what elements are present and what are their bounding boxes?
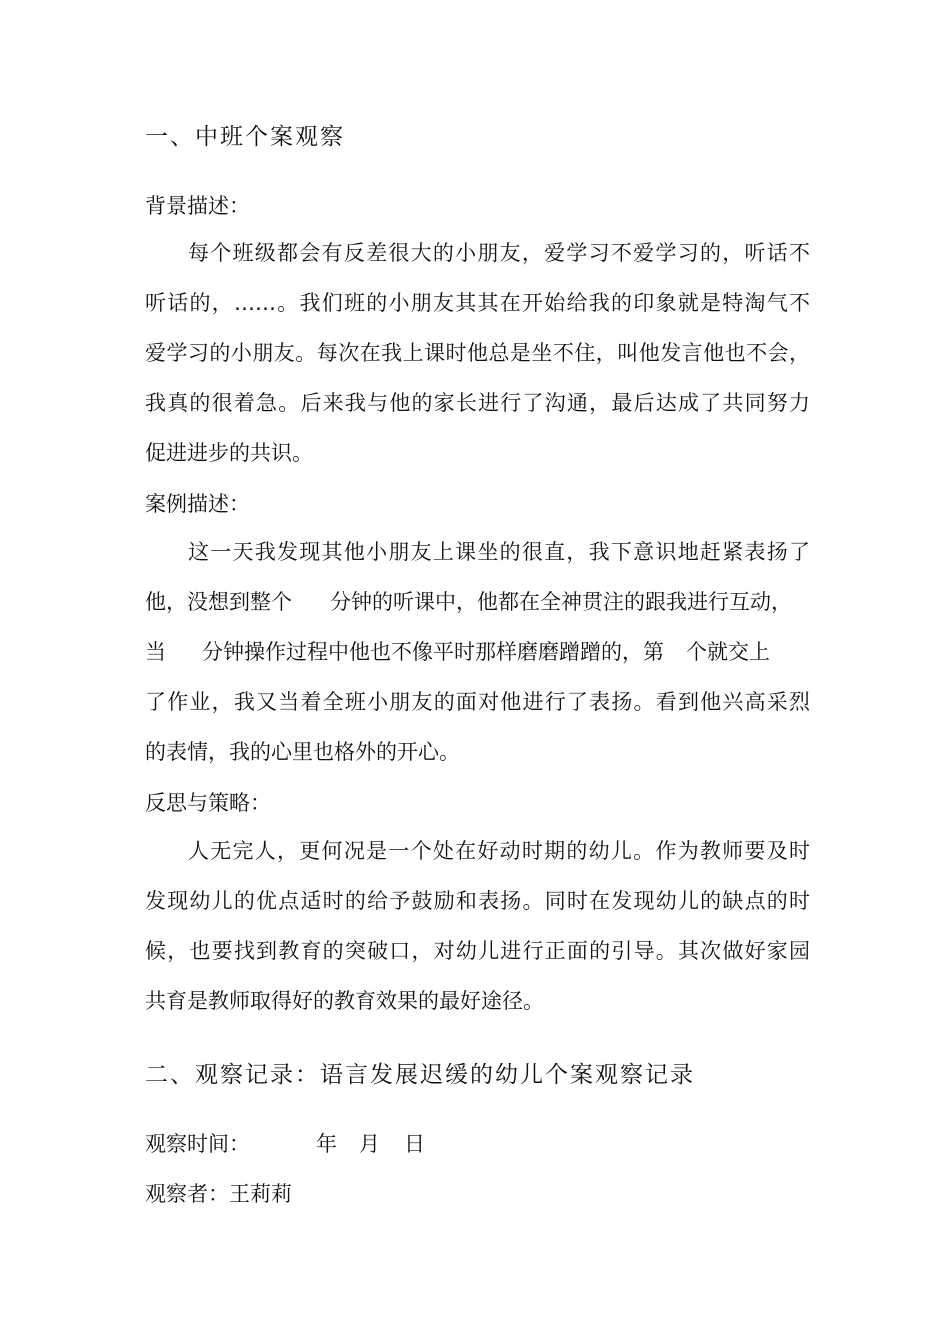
case-line-2-part-b: 分钟的听课中，他都在全神贯注的跟我进行互动， xyxy=(330,590,792,614)
case-line-1: 这一天我发现其他小朋友上课坐的很直，我下意识地赶紧表扬了 xyxy=(188,540,810,564)
reflection-label: 反思与策略： xyxy=(145,791,271,815)
case-line-3-part-a: 当 xyxy=(145,640,166,664)
observer-label: 观察者： xyxy=(145,1182,229,1206)
reflection-line-4: 共育是教师取得好的教育效果的最好途径。 xyxy=(145,989,544,1013)
case-line-3-part-c: 个就交上 xyxy=(686,640,770,664)
observer-name: 王莉莉 xyxy=(229,1182,292,1206)
background-label: 背景描述： xyxy=(145,194,250,218)
case-line-3 xyxy=(145,637,810,667)
section2-title: 二、观察记录：语言发展迟缓的幼儿个案观察记录 xyxy=(145,1062,695,1088)
case-line-3-part-b: 分钟操作过程中他也不像平时那样磨磨蹭蹭的，第 xyxy=(202,640,664,664)
case-line-5: 的表情，我的心里也格外的开心。 xyxy=(145,740,460,764)
background-line-3: 爱学习的小朋友。每次在我上课时他总是坐不住，叫他发言他也不会， xyxy=(145,341,810,365)
case-line-2-part-a: 他，没想到整个 xyxy=(145,590,292,614)
observation-time-label: 观察时间： xyxy=(145,1132,250,1156)
observation-day: 日 xyxy=(404,1132,425,1156)
observation-year: 年 xyxy=(316,1132,337,1156)
case-line-2 xyxy=(145,587,810,617)
observation-month: 月 xyxy=(359,1132,380,1156)
case-line-4: 了作业，我又当着全班小朋友的面对他进行了表扬。看到他兴高采烈 xyxy=(145,690,810,714)
reflection-line-3: 候，也要找到教育的突破口，对幼儿进行正面的引导。其次做好家园 xyxy=(145,939,810,963)
background-line-4: 我真的很着急。后来我与他的家长进行了沟通，最后达成了共同努力 xyxy=(145,391,810,415)
case-label: 案例描述： xyxy=(145,492,250,516)
reflection-line-1: 人无完人，更何况是一个处在好动时期的幼儿。作为教师要及时 xyxy=(188,839,810,863)
background-line-2: 听话的，……。我们班的小朋友其其在开始给我的印象就是特淘气不 xyxy=(145,291,810,315)
background-line-1: 每个班级都会有反差很大的小朋友，爱学习不爱学习的，听话不 xyxy=(188,241,810,265)
background-line-5: 促进进步的共识。 xyxy=(145,441,313,465)
observer-row xyxy=(145,1178,292,1208)
reflection-line-2: 发现幼儿的优点适时的给予鼓励和表扬。同时在发现幼儿的缺点的时 xyxy=(145,889,810,913)
observation-time-row xyxy=(145,1128,425,1158)
section1-title: 一、中班个案观察 xyxy=(145,124,345,150)
